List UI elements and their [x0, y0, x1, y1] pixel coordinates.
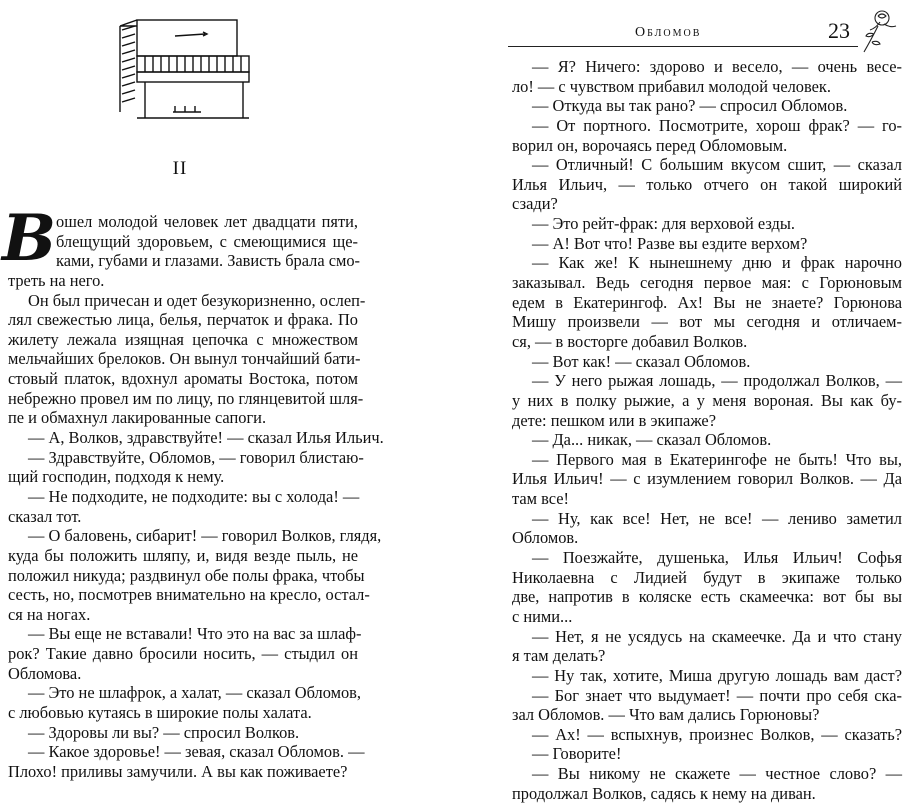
- text-line: — Это рейт-фрак: для верховой езды.: [532, 214, 795, 234]
- text-line: сзади?: [512, 194, 558, 214]
- text-line: — Не подходите, не подходите: вы с холода! —: [28, 486, 360, 506]
- text-line: блещущий здоровьем, с смеющимися ще-: [56, 231, 358, 251]
- text-line: Илья Ильич! — с изумлением говорил Волков. — Да: [512, 469, 902, 489]
- text-line: — О баловень, сибарит! — говорил Волков, глядя,: [28, 526, 382, 546]
- text-line: — А, Волков, здравствуйте! — сказал Илья Ильич.: [28, 428, 384, 448]
- text-line: — Говорите!: [532, 744, 622, 764]
- text-line: мельчайших брелоков. Он вынул тончайший бати-: [8, 349, 361, 369]
- text-line: с любовью кутаясь в широкие полы халата.: [8, 703, 312, 723]
- text-line: сказал тот.: [8, 506, 82, 526]
- text-line: — Я? Ничего: здорово и весело, — очень весе-: [532, 57, 902, 76]
- text-line: там все!: [512, 489, 569, 509]
- text-line: продолжал Волков, садясь к нему на диван.: [512, 783, 816, 803]
- text-line: — Вы еще не вставали! Что это на вас за шлаф-: [28, 624, 362, 644]
- text-line: рок? Такие давно бросили носить, — стыдил он: [8, 644, 358, 664]
- text-line: Илья Ильич, — только отчего он такой широкий: [512, 174, 902, 194]
- text-line: — Первого мая в Екатерингофе не быть! Что вы,: [532, 449, 902, 469]
- text-line: треть на него.: [8, 270, 105, 290]
- text-line: — Отличный! С большим вкусом сшит, — сказал: [532, 155, 902, 175]
- text-line: едем в Екатерингоф. Ах! Вы не знаете? Горюнова: [512, 292, 902, 312]
- text-line: — Да... никак, — сказал Обломов.: [532, 430, 772, 450]
- text-line: Он был причесан и одет безукоризненно, ослеп-: [28, 290, 366, 310]
- right-text-column: [512, 57, 902, 803]
- text-line: сесть, но, посмотрев внимательно на кресло, остал-: [8, 585, 370, 605]
- text-line: — Поезжайте, душенька, Илья Ильич! Софья: [532, 548, 902, 568]
- chapter-number: II: [172, 158, 188, 179]
- text-line: — Как же! К нынешнему дню и фрак нарочно: [532, 253, 902, 273]
- text-line: ся на ногах.: [8, 604, 91, 624]
- text-line: — Нет, я не усядусь на скамеечке. Да и что стану: [532, 626, 902, 646]
- header-rule: [508, 46, 858, 47]
- running-header-title: Обломов: [635, 25, 702, 40]
- text-line: куда бы положить шляпу, и, видя везде пыль, не: [8, 545, 358, 565]
- text-line: — Ну так, хотите, Миша другую лошадь вам даст?: [532, 665, 902, 685]
- text-line: с ними...: [512, 606, 573, 626]
- text-line: я там делать?: [512, 646, 606, 666]
- left-page: [0, 0, 452, 781]
- left-text-column: [8, 212, 384, 782]
- text-line: ворил он, ворочаясь перед Обломовым.: [512, 135, 788, 155]
- piano-illustration: [115, 12, 255, 127]
- text-line: стовый платок, вдохнул ароматы Востока, потом: [8, 369, 358, 389]
- text-line: — Ах! — вспыхнув, произнес Волков, — сказать?: [532, 724, 902, 744]
- text-line: щий господин, подходя к нему.: [8, 467, 225, 487]
- text-line: Плохо! приливы замучили. А вы как поживаете?: [8, 761, 348, 781]
- text-line: — Ну, как все! Нет, не все! — лениво заметил: [532, 508, 902, 528]
- text-line: — Это не шлафрок, а халат, — сказал Обломов,: [28, 683, 362, 703]
- text-line: у них в полку рыжие, а у меня вороная. Вы как бу-: [512, 390, 902, 410]
- text-line: положил никуда; раздвинул обе полы фрака, чтобы: [8, 565, 365, 585]
- text-line: — Здравствуйте, Обломов, — говорил блистаю-: [28, 447, 364, 467]
- text-line: ся, — в восторге добавил Волков.: [512, 331, 748, 351]
- text-line: зал Обломов. — Что вам дались Горюновы?: [512, 705, 820, 725]
- text-line: Обломов.: [512, 528, 579, 548]
- rose-ornament-icon: [860, 4, 902, 56]
- text-line: — А! Вот что! Разве вы ездите верхом?: [532, 233, 808, 253]
- text-line: — Бог знает что выдумает! — почти про себя ска-: [532, 685, 902, 705]
- text-line: Николаевна с Лидией будут в экипаже только: [512, 567, 902, 587]
- text-line: ками, губами и глазами. Зависть брала смо-: [56, 251, 361, 271]
- text-line: Обломова.: [8, 663, 82, 683]
- text-line: — Откуда вы так рано? — спросил Обломов.: [532, 96, 848, 116]
- right-page: [452, 0, 904, 803]
- text-line: — Какое здоровье! — зевая, сказал Обломов. —: [28, 742, 365, 762]
- text-line: ло! — с чувством прибавил молодой человек.: [512, 76, 831, 96]
- text-line: две, напротив в коляске есть скамеечка: вот бы вы: [512, 587, 902, 607]
- text-line: Мишу произвели — вот мы сегодня и отличаем-: [512, 312, 902, 332]
- text-line: дете: пешком или в экипаже?: [512, 410, 716, 430]
- text-line: — Здоровы ли вы? — спросил Волков.: [28, 722, 300, 742]
- text-line: заказывал. Ведь сегодня первое мая: с Горюновым: [512, 273, 902, 293]
- text-line: небрежно провел им по лицу, по глянцевитой шля-: [8, 388, 364, 408]
- text-line: ошел молодой человек лет двадцати пяти,: [56, 212, 358, 231]
- text-line: — От портного. Посмотрите, хорош фрак? — го-: [532, 115, 902, 135]
- drop-cap: В: [2, 201, 57, 276]
- text-line: жилету лежала изящная цепочка с множеством: [8, 329, 358, 349]
- page-number: 23: [828, 18, 850, 43]
- text-line: — Вы никому не скажете — честное слово? —: [532, 764, 902, 784]
- text-line: — Вот как! — сказал Обломов.: [532, 351, 751, 371]
- text-line: пе и обмахнул лакированные сапоги.: [8, 408, 267, 428]
- text-line: — У него рыжая лошадь, — продолжал Волков, —: [532, 371, 902, 391]
- text-line: лял свежестью лица, белья, перчаток и фрака. По: [8, 310, 358, 330]
